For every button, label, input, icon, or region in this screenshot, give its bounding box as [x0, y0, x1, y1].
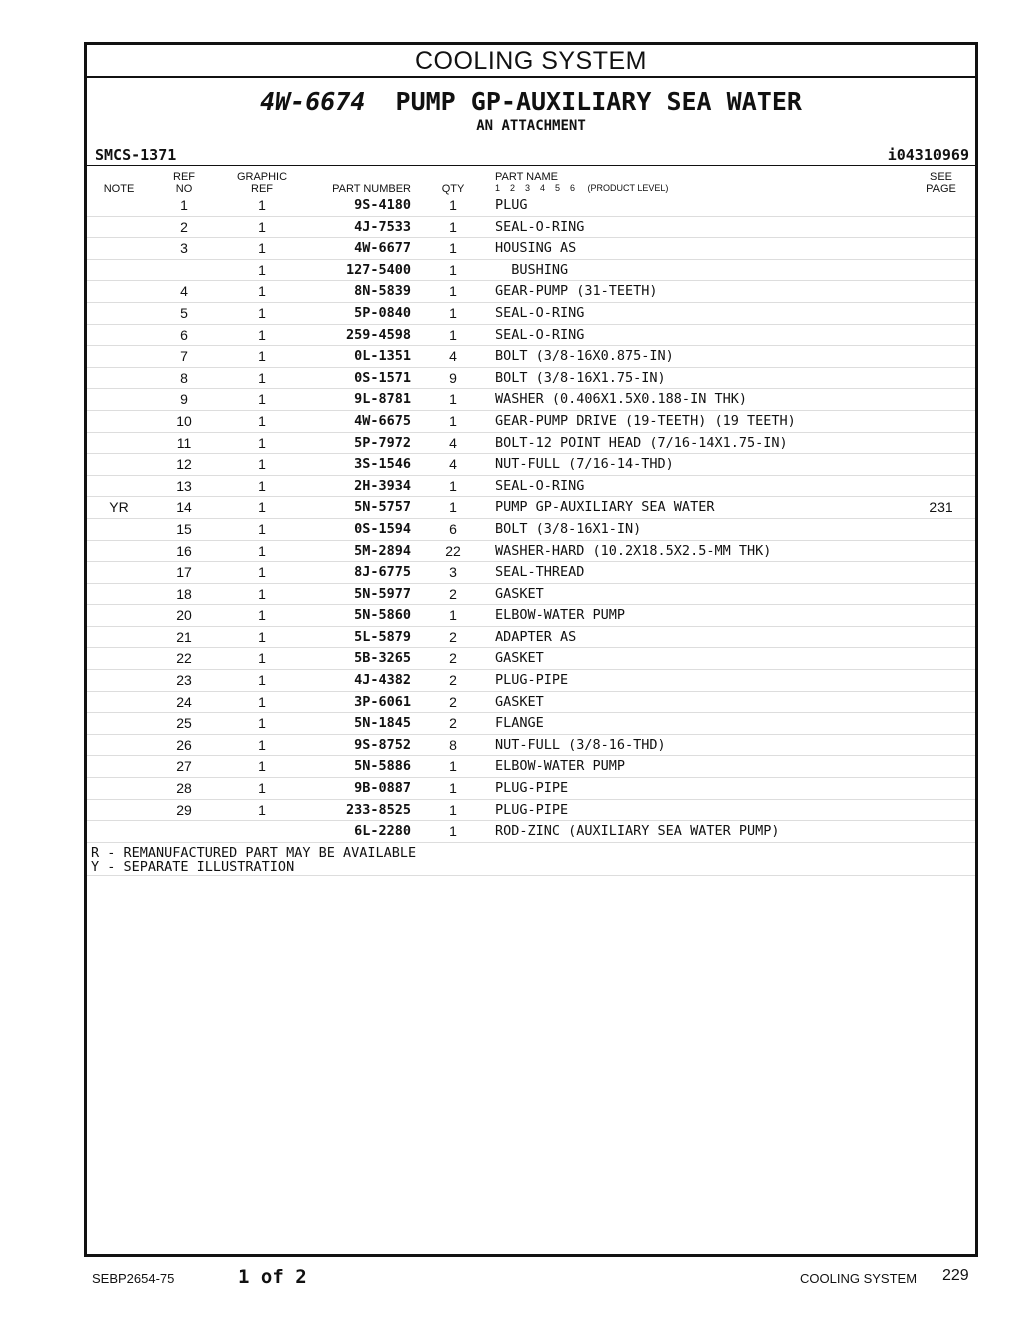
part-number-cell: 5P-0840 [354, 304, 411, 321]
footnote-y: Y - SEPARATE ILLUSTRATION [91, 859, 295, 875]
qty-cell: 1 [449, 197, 457, 213]
group-part-number: 4W-6674 [260, 87, 366, 116]
graphic-ref-cell: 1 [258, 801, 266, 818]
ref-no-cell: 3 [180, 240, 188, 257]
part-name-cell: PUMP GP-AUXILIARY SEA WATER [495, 499, 715, 516]
part-name-cell: NUT-FULL (3/8-16-THD) [495, 736, 666, 753]
ref-no-cell: 17 [176, 564, 192, 581]
col-part-name: PART NAME [495, 171, 558, 183]
note-cell: YR [109, 499, 129, 516]
ref-no-cell: 10 [176, 412, 192, 429]
section-title: COOLING SYSTEM [87, 45, 975, 78]
table-row [87, 411, 975, 433]
ref-no-cell: 28 [176, 780, 192, 797]
table-row [87, 778, 975, 800]
table-row [87, 670, 975, 692]
qty-cell: 1 [449, 823, 457, 840]
part-number-cell: 5P-7972 [354, 434, 411, 451]
qty-cell: 1 [449, 607, 457, 624]
graphic-ref-cell: 1 [258, 434, 266, 451]
part-name-cell: SEAL-O-RING [495, 477, 585, 494]
graphic-ref-cell: 1 [258, 326, 266, 343]
graphic-ref-cell: 1 [258, 240, 266, 257]
part-number-cell: 4J-7533 [354, 218, 411, 235]
ref-no-cell: 15 [176, 520, 192, 537]
part-name-cell: PLUG-PIPE [495, 780, 569, 797]
col-ref-top: REF [173, 171, 195, 183]
qty-cell: 1 [449, 218, 457, 235]
table-row [87, 562, 975, 584]
part-name-cell: SEAL-O-RING [495, 304, 585, 321]
qty-cell: 8 [449, 736, 457, 753]
part-number-cell: 5B-3265 [354, 650, 411, 667]
part-number-cell: 259-4598 [345, 326, 411, 343]
part-name-cell: BOLT (3/8-16X0.875-IN) [495, 348, 674, 365]
table-row [87, 735, 975, 757]
graphic-ref-cell: 1 [258, 348, 266, 365]
part-number-cell: 5L-5879 [354, 628, 411, 645]
ref-no-cell: 20 [176, 607, 192, 624]
qty-cell: 1 [449, 391, 457, 408]
col-part-number: PART NUMBER [332, 183, 411, 195]
table-row [87, 605, 975, 627]
ref-no-cell: 14 [176, 499, 192, 516]
table-row [87, 368, 975, 390]
part-name-cell: PLUG-PIPE [495, 672, 569, 689]
table-row [87, 821, 975, 843]
ref-no-cell: 16 [176, 542, 192, 559]
part-number-cell: 4W-6677 [354, 240, 411, 257]
table-row [87, 519, 975, 541]
ref-no-cell: 5 [180, 304, 188, 321]
col-graphic-top: GRAPHIC [236, 171, 288, 183]
ref-no-cell: 23 [176, 672, 192, 689]
table-row [87, 389, 975, 411]
group-heading [87, 87, 975, 117]
part-number-cell: 9B-0887 [354, 780, 411, 797]
table-row [87, 195, 975, 217]
table-row [87, 476, 975, 498]
part-number-cell: 9S-4180 [354, 197, 411, 213]
footer-section: COOLING SYSTEM [800, 1271, 918, 1286]
qty-cell: 1 [449, 326, 457, 343]
part-name-cell: GASKET [495, 650, 544, 667]
smcs-code: SMCS-1371 [95, 146, 177, 164]
ref-no-cell: 18 [176, 585, 192, 602]
table-row [87, 217, 975, 239]
part-number-cell: 4J-4382 [354, 672, 411, 689]
graphic-ref-cell: 1 [258, 218, 266, 235]
part-number-cell: 0S-1571 [354, 369, 411, 386]
footnote-divider [87, 875, 975, 876]
ref-no-cell: 9 [180, 391, 188, 408]
col-product-level: 1 2 3 4 5 6 (PRODUCT LEVEL) [495, 183, 669, 193]
qty-cell: 2 [449, 715, 457, 732]
part-name-cell: GEAR-PUMP (31-TEETH) [495, 283, 658, 300]
ref-no-cell: 26 [176, 736, 192, 753]
ref-no-cell: 2 [180, 218, 188, 235]
col-graphic-bottom: REF [251, 183, 273, 195]
group-subtitle: AN ATTACHMENT [476, 118, 586, 134]
ref-no-cell: 21 [176, 628, 192, 645]
part-name-cell: ELBOW-WATER PUMP [495, 607, 626, 624]
table-row [87, 281, 975, 303]
qty-cell: 1 [449, 801, 457, 818]
qty-cell: 2 [449, 628, 457, 645]
part-number-cell: 2H-3934 [354, 477, 411, 494]
qty-cell: 1 [449, 304, 457, 321]
see-page-cell: 231 [929, 499, 953, 516]
parts-table [87, 195, 975, 843]
page-number: 229 [942, 1267, 969, 1284]
col-see-bottom: PAGE [926, 183, 956, 195]
part-number-cell: 9L-8781 [354, 391, 411, 408]
part-number-cell: 0L-1351 [354, 348, 411, 365]
ref-no-cell: 7 [180, 348, 188, 365]
part-number-cell: 6L-2280 [354, 823, 411, 840]
part-name-cell: HOUSING AS [495, 240, 577, 257]
qty-cell: 1 [449, 283, 457, 300]
qty-cell: 1 [449, 758, 457, 775]
part-name-cell: BOLT-12 POINT HEAD (7/16-14X1.75-IN) [495, 434, 788, 451]
part-name-cell: BUSHING [495, 261, 569, 278]
part-name-cell: SEAL-THREAD [495, 564, 585, 581]
graphic-ref-cell: 1 [258, 585, 266, 602]
graphic-ref-cell: 1 [258, 672, 266, 689]
table-row [87, 238, 975, 260]
graphic-ref-cell: 1 [258, 304, 266, 321]
graphic-ref-cell: 1 [258, 369, 266, 386]
qty-cell: 3 [449, 564, 457, 581]
footnote-r: R - REMANUFACTURED PART MAY BE AVAILABLE [91, 845, 417, 861]
part-number-cell: 233-8525 [345, 801, 411, 818]
table-row [87, 303, 975, 325]
table-row [87, 497, 975, 519]
ref-no-cell: 12 [176, 456, 192, 473]
part-name-cell: ROD-ZINC (AUXILIARY SEA WATER PUMP) [495, 823, 780, 840]
qty-cell: 1 [449, 261, 457, 278]
ref-no-cell: 25 [176, 715, 192, 732]
graphic-ref-cell: 1 [258, 477, 266, 494]
document-id: SEBP2654-75 [92, 1271, 175, 1286]
table-row [87, 454, 975, 476]
part-number-cell: 9S-8752 [354, 736, 411, 753]
qty-cell: 4 [449, 456, 457, 473]
part-number-cell: 5N-5977 [354, 585, 411, 602]
qty-cell: 2 [449, 585, 457, 602]
part-name-cell: ELBOW-WATER PUMP [495, 758, 626, 775]
part-number-cell: 8N-5839 [354, 283, 411, 300]
col-ref-bottom: NO [175, 183, 193, 195]
part-name-cell: GASKET [495, 585, 544, 602]
qty-cell: 9 [449, 369, 457, 386]
graphic-ref-cell: 1 [258, 520, 266, 537]
part-name-cell: NUT-FULL (7/16-14-THD) [495, 456, 674, 473]
table-row [87, 325, 975, 347]
qty-cell: 2 [449, 693, 457, 710]
graphic-ref-cell: 1 [258, 628, 266, 645]
part-number-cell: 0S-1594 [354, 520, 411, 537]
graphic-ref-cell: 1 [258, 693, 266, 710]
graphic-ref-cell: 1 [258, 780, 266, 797]
group-title: PUMP GP-AUXILIARY SEA WATER [395, 87, 802, 116]
part-number-cell: 8J-6775 [354, 564, 411, 581]
qty-cell: 22 [445, 542, 461, 559]
col-see-top: SEE [929, 171, 952, 183]
part-name-cell: WASHER (0.406X1.5X0.188-IN THK) [495, 391, 747, 408]
qty-cell: 4 [449, 434, 457, 451]
col-qty: QTY [441, 183, 465, 195]
qty-cell: 1 [449, 780, 457, 797]
qty-cell: 1 [449, 477, 457, 494]
graphic-ref-cell: 1 [258, 391, 266, 408]
part-name-cell: PLUG [495, 197, 528, 213]
table-row [87, 346, 975, 368]
part-number-cell: 5N-5860 [354, 607, 411, 624]
ref-no-cell: 1 [180, 197, 188, 213]
part-name-cell: BOLT (3/8-16X1-IN) [495, 520, 642, 537]
table-row [87, 648, 975, 670]
graphic-ref-cell: 1 [258, 607, 266, 624]
table-row [87, 541, 975, 563]
table-row [87, 260, 975, 282]
graphic-ref-cell: 1 [258, 736, 266, 753]
table-row [87, 627, 975, 649]
table-row [87, 800, 975, 822]
qty-cell: 2 [449, 650, 457, 667]
qty-cell: 2 [449, 672, 457, 689]
part-number-cell: 5M-2894 [354, 542, 411, 559]
part-name-cell: GEAR-PUMP DRIVE (19-TEETH) (19 TEETH) [495, 412, 796, 429]
ref-no-cell: 4 [180, 283, 188, 300]
qty-cell: 1 [449, 240, 457, 257]
graphic-ref-cell: 1 [258, 412, 266, 429]
part-name-cell: WASHER-HARD (10.2X18.5X2.5-MM THK) [495, 542, 772, 559]
part-number-cell: 5N-5886 [354, 758, 411, 775]
table-row [87, 584, 975, 606]
part-name-cell: SEAL-O-RING [495, 218, 585, 235]
part-name-cell: GASKET [495, 693, 544, 710]
graphic-ref-cell: 1 [258, 564, 266, 581]
col-note: NOTE [103, 183, 135, 195]
part-number-cell: 3S-1546 [354, 456, 411, 473]
ref-no-cell: 13 [176, 477, 192, 494]
page-of: 1 of 2 [238, 1266, 307, 1288]
table-row [87, 692, 975, 714]
part-number-cell: 5N-5757 [354, 499, 411, 516]
graphic-ref-cell: 1 [258, 261, 266, 278]
graphic-ref-cell: 1 [258, 197, 266, 213]
graphic-ref-cell: 1 [258, 758, 266, 775]
qty-cell: 4 [449, 348, 457, 365]
footnotes [91, 846, 416, 874]
table-row [87, 713, 975, 735]
graphic-ref-cell: 1 [258, 283, 266, 300]
qty-cell: 1 [449, 499, 457, 516]
table-row [87, 756, 975, 778]
graphic-ref-cell: 1 [258, 542, 266, 559]
part-name-cell: PLUG-PIPE [495, 801, 569, 818]
table-row [87, 433, 975, 455]
ref-no-cell: 8 [180, 369, 188, 386]
graphic-ref-cell: 1 [258, 456, 266, 473]
part-number-cell: 5N-1845 [354, 715, 411, 732]
part-number-cell: 127-5400 [345, 261, 411, 278]
illustration-id: i04310969 [887, 146, 969, 164]
ref-no-cell: 27 [176, 758, 192, 775]
part-name-cell: BOLT (3/8-16X1.75-IN) [495, 369, 666, 386]
graphic-ref-cell: 1 [258, 650, 266, 667]
qty-cell: 1 [449, 412, 457, 429]
ref-no-cell: 22 [176, 650, 192, 667]
part-number-cell: 3P-6061 [354, 693, 411, 710]
part-name-cell: ADAPTER AS [495, 628, 577, 645]
ref-no-cell: 6 [180, 326, 188, 343]
ref-no-cell: 11 [176, 434, 192, 451]
qty-cell: 6 [449, 520, 457, 537]
graphic-ref-cell: 1 [258, 499, 266, 516]
part-number-cell: 4W-6675 [354, 412, 411, 429]
ref-no-cell: 29 [176, 801, 192, 818]
catalog-frame [84, 42, 978, 1257]
part-name-cell: FLANGE [495, 715, 544, 732]
ref-no-cell: 24 [176, 693, 192, 710]
graphic-ref-cell: 1 [258, 715, 266, 732]
header-divider [87, 165, 975, 166]
part-name-cell: SEAL-O-RING [495, 326, 585, 343]
